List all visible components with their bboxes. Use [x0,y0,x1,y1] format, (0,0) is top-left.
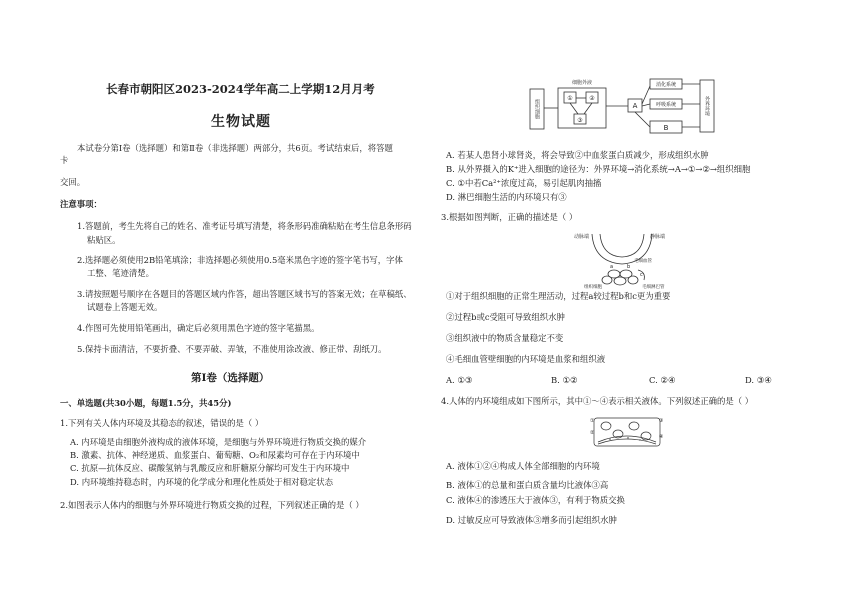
notice-item: 1.答题前，考生先将自己的姓名、准考证号填写清楚，将条形码准确粘贴在考生信息条形码 [77,221,412,231]
diagram-label-digestive: 消化系统 [655,82,677,88]
capillary-label-vein: 静脉端 [650,234,666,240]
fluid-label-4: ④ [659,434,664,440]
fluid-label-1: ① [590,418,595,424]
notice-heading: 注意事项： [60,199,102,209]
body-fluid-diagram [590,412,666,452]
question-2-option: D. 淋巴细胞生活的内环境只有③ [446,192,567,202]
question-2-option: C. ①中若Ca²⁺浓度过高，易引起肌肉抽搐 [446,178,602,188]
question-4-stem: 4.人体的内环境组成如下图所示，其中①～④表示相关液体。下列叙述正确的是（ ） [441,396,754,406]
question-1-stem: 1.下列有关人体内环境及其稳态的叙述，错误的是（ ） [60,418,264,428]
question-3-stem: 3.根据如图判断，正确的描述是（ ） [441,212,578,222]
exam-title: 长春市朝阳区2023-2024学年高二上学期12月月考 [106,82,375,96]
diagram-label-extracellular: 细胞外液 [571,80,593,86]
exam-subject: 生物试题 [211,114,271,130]
question-4-option: A. 液体①②④构成人体全部细胞的内环境 [446,461,600,471]
section-heading: 一、单选题(共30小题，每题1.5分，共45分) [60,398,232,408]
question-1-option: B. 激素、抗体、神经递质、血浆蛋白、葡萄糖、O₂和尿素均可存在于内环境中 [70,450,360,460]
intro-line-1: 本试卷分第Ⅰ卷（选择题）和第Ⅱ卷（非选择题）两部分，共6页。考试结束后，将答题 [77,143,393,153]
notice-item: 5.保持卡面清洁，不要折叠、不要弄破、弄皱，不准使用涂改液、修正带、刮纸刀。 [77,344,387,354]
question-3-item: ②过程b或c受阻可导致组织水肿 [446,312,565,322]
capillary-label-vessel: 毛细血管 [634,259,652,264]
diagram-label-respiratory: 呼吸系统 [655,102,677,108]
intro-line-3: 交回。 [60,177,86,187]
question-3-item: ③组织液中的物质含量稳定不变 [446,333,564,343]
capillary-label-artery: 动脉端 [574,234,590,240]
question-4-option: C. 液体④的渗透压大于液体③，有利于物质交换 [446,495,625,505]
exchange-diagram [528,74,720,140]
question-2-stem: 2.如图表示人体内的细胞与外界环境进行物质交换的过程，下列叙述正确的是（ ） [60,500,364,510]
diagram-label-2: ② [589,95,595,102]
capillary-label-lymph: 毛细淋巴管 [642,285,665,290]
notice-item: 3.请按照题号顺序在各题目的答题区域内作答，超出答题区域书写的答案无效；在草稿纸、 [77,289,412,299]
capillary-label-cells: 组织细胞 [584,285,602,290]
diagram-label-cells: 组织细胞 [534,99,540,119]
fluid-label-3: ③ [659,418,664,424]
question-1-option: D. 内环境维持稳态时，内环境的化学成分和理化性质处于相对稳定状态 [70,477,333,487]
diagram-label-1: ① [567,95,573,102]
question-2-option: A. 若某人患肾小球肾炎，将会导致②中血浆蛋白质减少，形成组织水肿 [446,150,709,160]
capillary-diagram [570,228,674,292]
capillary-label-b: b [627,264,631,270]
question-3-option: B. ①② [551,375,578,385]
part-title: 第Ⅰ卷（选择题） [191,372,270,384]
notice-item: 粘贴区。 [87,235,121,245]
question-1-option: C. 抗原—抗体反应、碳酸氢钠与乳酸反应和肝糖原分解均可发生于内环境中 [70,463,350,473]
question-3-option: C. ②④ [649,375,676,385]
question-4-option: D. 过敏反应可导致液体③增多而引起组织水肿 [446,515,617,525]
diagram-label-b: B [663,124,669,132]
question-4-option: B. 液体①的总量和蛋白质含量均比液体③高 [446,480,609,490]
notice-item: 2.选择题必须使用2B铅笔填涂；非选择题必须使用0.5毫米黑色字迹的签字笔书写，字体 [77,255,403,265]
intro-line-2: 卡 [60,155,69,165]
diagram-label-environment: 外界环境 [704,96,710,116]
notice-item: 工整、笔迹清楚。 [87,268,154,278]
question-3-option: D. ③④ [745,375,772,385]
question-2-option: B. 从外界摄入的K⁺进入细胞的途径为：外界环境→消化系统→A→①→②→组织细胞 [446,164,751,174]
capillary-label-c: c [640,272,643,278]
diagram-label-a: A [632,102,638,110]
diagram-label-3: ③ [577,117,583,124]
notice-item: 试题卷上答题无效。 [87,302,163,312]
question-1-option: A. 内环境是由细胞外液构成的液体环境，是细胞与外界环境进行物质交换的媒介 [70,437,367,447]
question-3-item: ④毛细血管壁细胞的内环境是血浆和组织液 [446,354,606,364]
notice-item: 4.作图可先使用铅笔画出，确定后必须用黑色字迹的签字笔描黑。 [77,323,320,333]
fluid-label-2: ② [590,430,595,436]
question-3-item: ①对于组织细胞的正常生理活动，过程a较过程b和c更为重要 [446,291,671,301]
capillary-label-a: a [610,264,614,270]
question-3-option: A. ①③ [446,375,473,385]
